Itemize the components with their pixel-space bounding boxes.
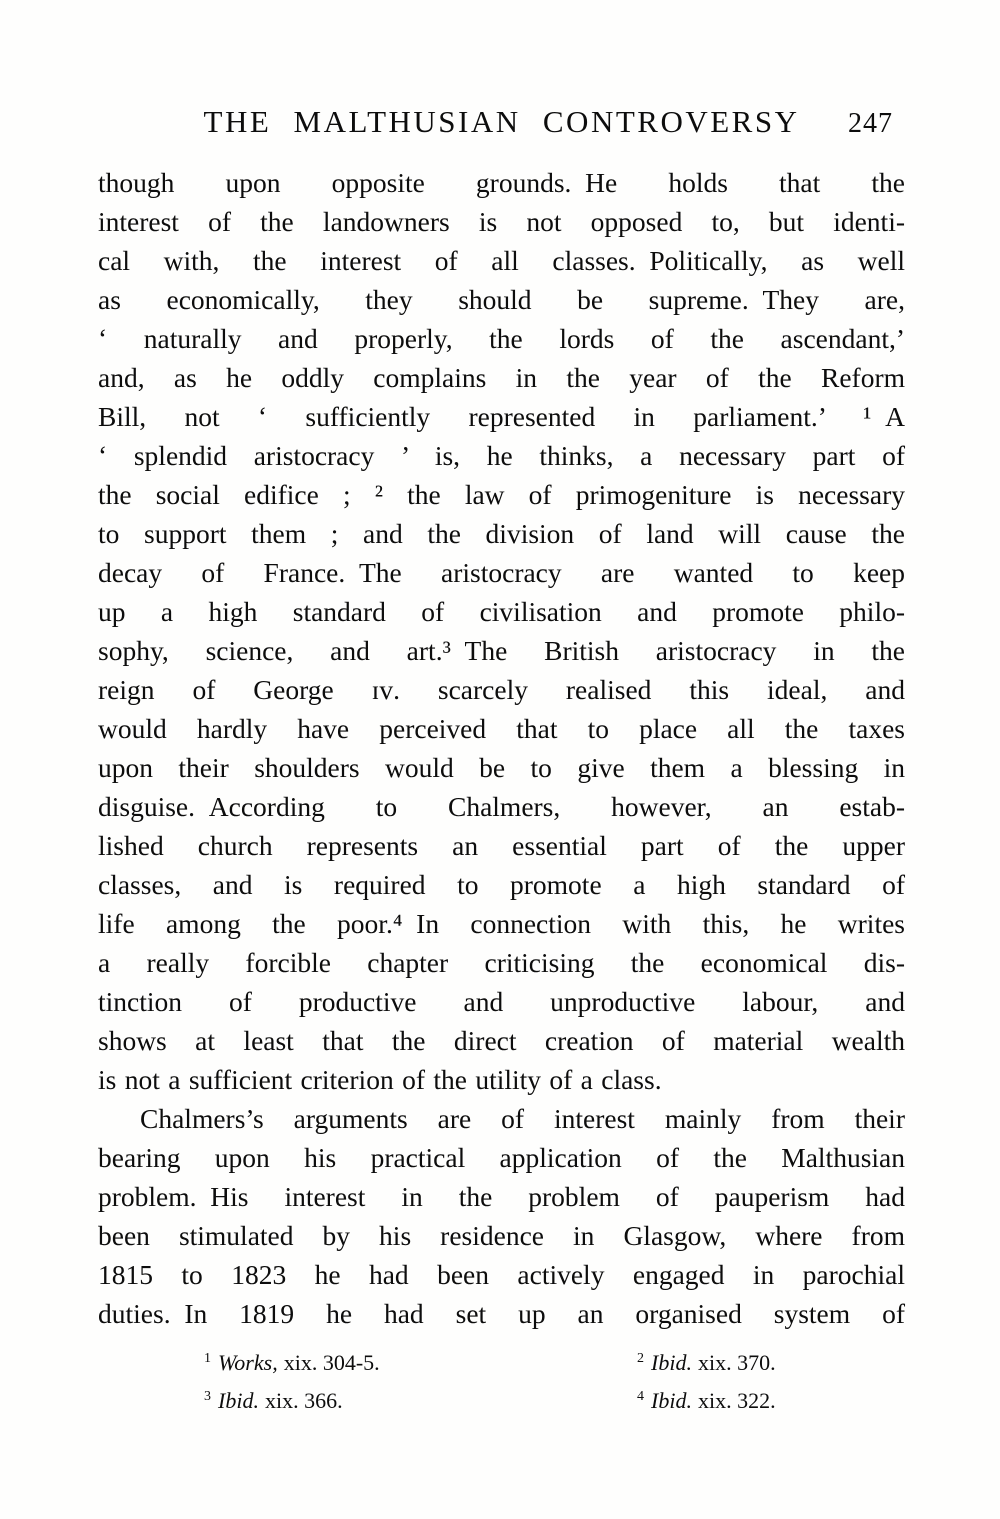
text-line: ‘ naturally and properly, the lords of the ascendant,’ (98, 323, 905, 354)
text-line: upon their shoulders would be to give them a blessing in (98, 752, 905, 783)
footnote-marker: 3 (204, 1388, 211, 1404)
text-line: interest of the landowners is not opposed to, but identi- (98, 206, 905, 237)
body-text (98, 163, 905, 1333)
text-line: classes, and is required to promote a high standard of (98, 869, 905, 900)
footnote-marker: 1 (204, 1350, 211, 1366)
text-line: the social edifice ; ² the law of primogeniture is necessary (98, 479, 905, 510)
text-line: bearing upon his practical application of the Malthusian (98, 1142, 905, 1173)
paragraph-2 (98, 1099, 905, 1333)
footnote-reference: xix. 366. (264, 1388, 343, 1413)
footnote-work-title: Ibid. (651, 1350, 692, 1375)
footnote-column-right (637, 1344, 776, 1420)
page-header-title: THE MALTHUSIAN CONTROVERSY (203, 104, 800, 139)
text-line: to support them ; and the division of land will cause the (98, 518, 905, 549)
running-head (98, 104, 905, 146)
text-line: duties. In 1819 he had set up an organised system of (98, 1298, 905, 1329)
text-line: cal with, the interest of all classes. Politically, as well (98, 245, 905, 276)
footnote-reference: xix. 304-5. (283, 1350, 380, 1375)
footnotes-section (98, 1344, 905, 1454)
footnote-work-title: Ibid. (651, 1388, 692, 1413)
text-line: lished church represents an essential part of the upper (98, 830, 905, 861)
footnote-3 (204, 1382, 380, 1420)
footnote-1 (204, 1344, 380, 1382)
footnote-column-left (204, 1344, 380, 1420)
footnote-work-title: Works, (218, 1350, 278, 1375)
footnote-2 (637, 1344, 776, 1382)
text-line: is not a sufficient criterion of the utility of a class. (98, 1064, 662, 1095)
text-line: problem. His interest in the problem of pauperism had (98, 1181, 905, 1212)
text-line: Chalmers’s arguments are of interest mainly from their (140, 1103, 905, 1134)
footnote-marker: 4 (637, 1388, 644, 1404)
footnote-marker: 2 (637, 1350, 644, 1366)
text-line: as economically, they should be supreme. They are, (98, 284, 905, 315)
text-line: would hardly have perceived that to place all the taxes (98, 713, 905, 744)
footnote-work-title: Ibid. (218, 1388, 259, 1413)
text-line: life among the poor.⁴ In connection with this, he writes (98, 908, 905, 939)
text-line: tinction of productive and unproductive labour, and (98, 986, 905, 1017)
footnote-reference: xix. 322. (697, 1388, 776, 1413)
text-line: though upon opposite grounds. He holds that the (98, 167, 905, 198)
text-line: Bill, not ‘ sufficiently represented in parliament.’ ¹ A (98, 401, 905, 432)
text-line: a really forcible chapter criticising the economical dis- (98, 947, 905, 978)
footnote-reference: xix. 370. (697, 1350, 776, 1375)
text-line: been stimulated by his residence in Glasgow, where from (98, 1220, 905, 1251)
text-line: reign of George ɪᴠ. scarcely realised this ideal, and (98, 674, 905, 705)
page-number: 247 (848, 108, 893, 139)
text-line: sophy, science, and art.³ The British aristocracy in the (98, 635, 905, 666)
text-line: decay of France. The aristocracy are wanted to keep (98, 557, 905, 588)
text-line: up a high standard of civilisation and promote philo- (98, 596, 905, 627)
text-line: shows at least that the direct creation of material wealth (98, 1025, 905, 1056)
text-line: disguise. According to Chalmers, however, an estab- (98, 791, 905, 822)
text-line: and, as he oddly complains in the year of the Reform (98, 362, 905, 393)
footnote-4 (637, 1382, 776, 1420)
text-line: 1815 to 1823 he had been actively engaged in parochial (98, 1259, 905, 1290)
paragraph-1 (98, 163, 905, 1099)
text-line: ‘ splendid aristocracy ’ is, he thinks, a necessary part of (98, 440, 905, 471)
